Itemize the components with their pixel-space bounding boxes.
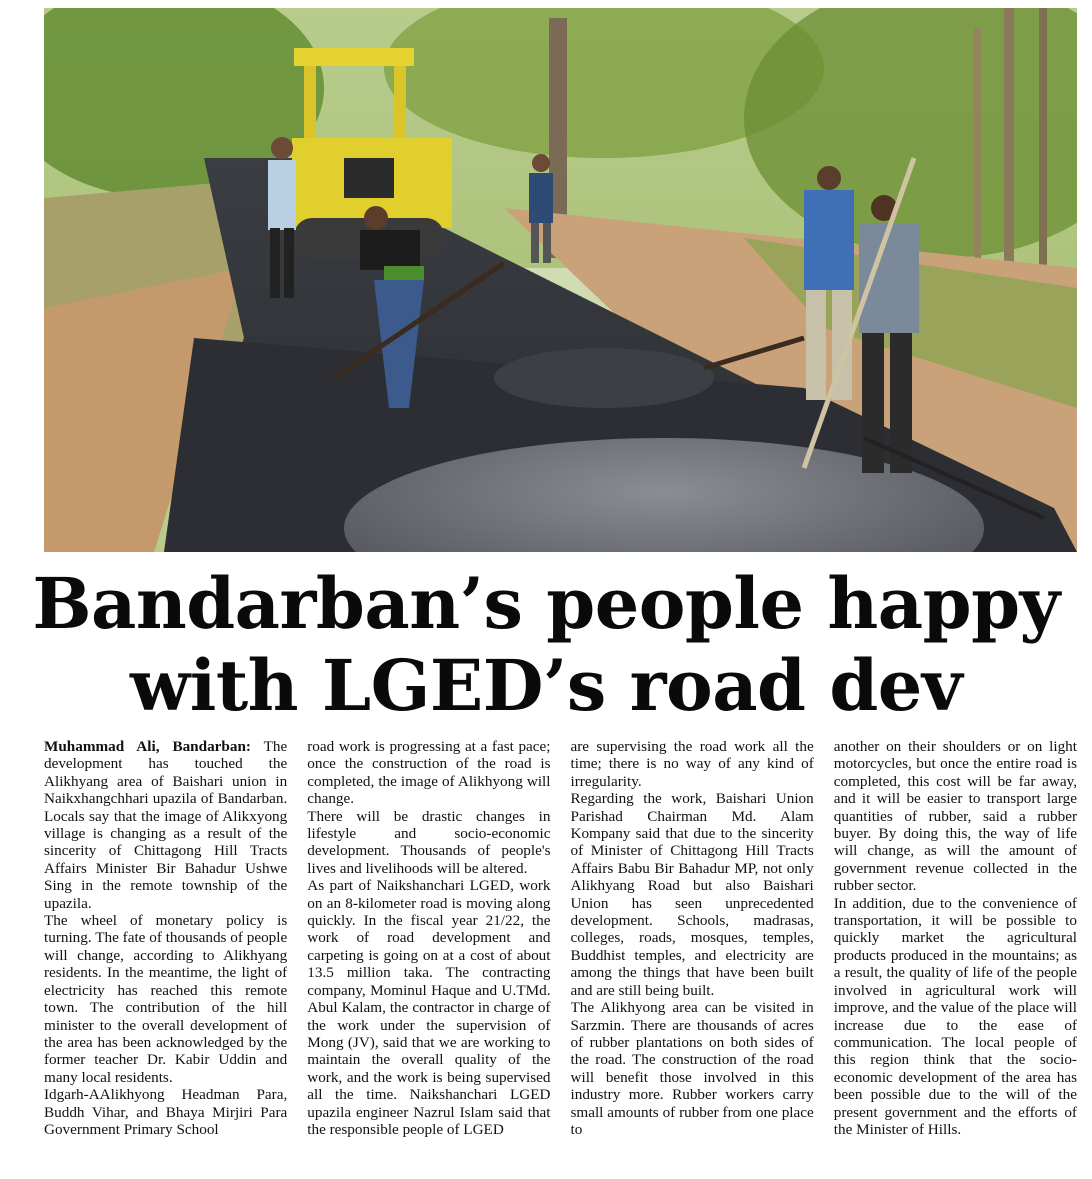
paragraph-text: The development has touched the Alikhyang area of Baishari union in Naikxhangchhari upazila of Bandarban. Locals say that the image of Alikxyong village is changing as a result of the sincerity of Chittagong Hill Tracts Affairs Minister Bir Bahadur Ushwe Sing in the remote township of the upazila.: [44, 738, 288, 912]
article-column-3: [571, 738, 814, 1168]
byline: Muhammad Ali, Bandarban:: [44, 738, 251, 755]
article-paragraph: There will be drastic changes in lifestyle and socio-economic development. Thousands of people's lives and livelihoods will be altered.: [307, 807, 551, 877]
article-paragraph: In addition, due to the convenience of transportation, it will be possible to quickly market the agricultural products produced in the mountains; as a result, the quality of life of the people involved in agricultural work will improve, and the value of the place will increase due to the ease of communication. The local people of this region think that the socio-economic development of the area has been possible due to the will of the present government and the efforts of the Minister of Hills.: [833, 894, 1077, 1138]
road-construction-photo: [44, 8, 1077, 552]
article-paragraph: [44, 738, 287, 912]
article-column-1: [44, 738, 287, 1168]
article-paragraph: Regarding the work, Baishari Union Parishad Chairman Md. Alam Kompany said that due to the sincerity of Minister of Chittagong Hill Tracts Affairs Babu Bir Bahadur MP, not only Alikhyang Road but also Baishari Union has seen unprecedented development. Schools, madrasas, colleges, roads, mosques, temples, Buddhist temples, and electricity are among the things that have been built and are still being built.: [570, 790, 814, 999]
article-paragraph: Idgarh-AAlikhyong Headman Para, Buddh Vihar, and Bhaya Mirjiri Para Government Primary School: [44, 1086, 288, 1138]
headline-line-1: Bandarban’s people happy: [32, 562, 1060, 645]
article-headline: [0, 563, 1092, 727]
article-paragraph: are supervising the road work all the time; there is no way of any kind of irregularity.: [570, 738, 814, 790]
article-paragraph: As part of Naikshanchari LGED, work on an 8-kilometer road is moving along quickly. In the fiscal year 21/22, the work of road development and carpeting is going on at a cost of about 13.5 million taka. The contracting company, Mominul Haque and U.TMd. Abul Kalam, the contractor in charge of the work under the supervision of Mong (JV), said that we are working to maintain the overall quality of the work, and the work is being supervised all the time. Naikshanchari LGED upazila engineer Nazrul Islam said that the responsible people of LGED: [307, 877, 551, 1138]
article-paragraph: The wheel of monetary policy is turning. The fate of thousands of people will change, according to Alikhyang residents. In the meantime, the light of electricity has reached this remote town. The contribution of the hill minister to the overall development of the area has been acknowledged by the former teacher Dr. Kabir Uddin and many local residents.: [44, 912, 288, 1086]
headline-line-2: with LGED’s road dev: [129, 644, 963, 727]
article-column-2: [307, 738, 550, 1168]
article-body: [44, 738, 1077, 1168]
article-paragraph: road work is progressing at a fast pace; once the construction of the road is completed, the image of Alikhyong will change.: [307, 738, 551, 808]
article-paragraph: The Alikhyong area can be visited in Sarzmin. There are thousands of acres of rubber plantations on both sides of the road. The construction of the road will benefit those involved in this industry more. Rubber workers carry small amounts of rubber from one place to: [570, 999, 814, 1138]
article-column-4: [834, 738, 1077, 1168]
article-paragraph: another on their shoulders or on light motorcycles, but once the entire road is completed, this cost will be far away, and it will be easier to transport large quantities of rubber, said a rubber buyer. By doing this, the way of life will change, as will the amount of government revenue collected in the rubber sector.: [833, 738, 1077, 895]
